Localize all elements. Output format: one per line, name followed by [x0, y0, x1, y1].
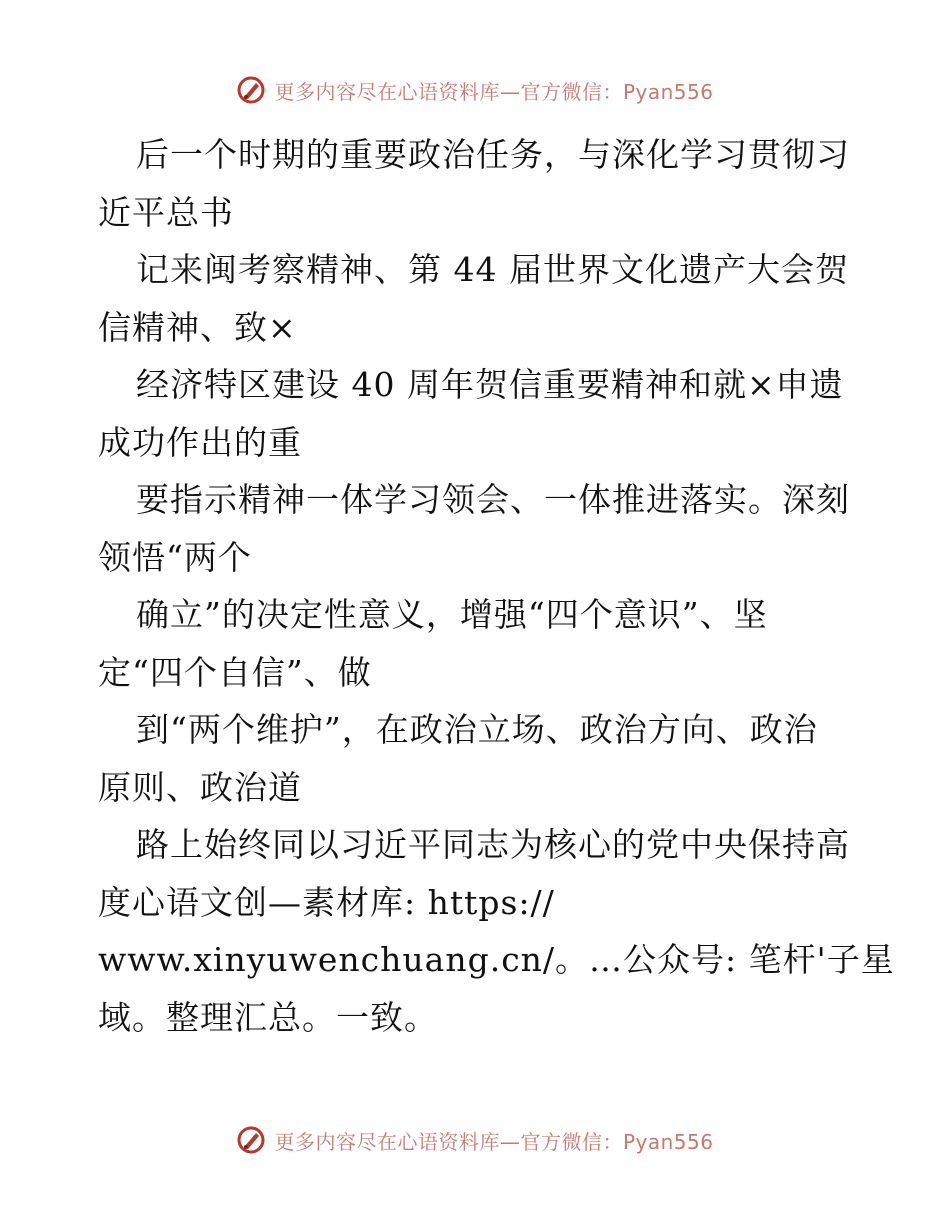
- document-body: [98, 126, 895, 1046]
- footer-text: 更多内容尽在心语资料库—官方微信：Pyan556: [274, 1129, 714, 1154]
- body-line: 原则、政治道: [98, 767, 302, 807]
- body-line: 信精神、致×: [98, 307, 297, 347]
- header-banner: [0, 70, 950, 110]
- ink-pen-logo-icon: [236, 75, 266, 105]
- body-line: 成功作出的重: [98, 422, 302, 462]
- body-line: 定“四个自信”、做: [98, 652, 372, 692]
- footer-banner: [0, 1120, 950, 1160]
- body-line: 后一个时期的重要政治任务，与深化学习贯彻习: [136, 135, 850, 174]
- body-line: 记来闽考察精神、第 44 届世界文化遗产大会贺: [136, 250, 849, 289]
- body-line: www.xinyuwenchuang.cn/。…公众号: 笔杆'子星: [98, 940, 895, 979]
- body-line: 路上始终同以习近平同志为核心的党中央保持高: [136, 825, 850, 864]
- body-line: 要指示精神一体学习领会、一体推进落实。深刻: [136, 480, 850, 519]
- body-line: 领悟“两个: [98, 537, 252, 577]
- body-line: 到“两个维护”，在政治立场、政治方向、政治: [136, 710, 818, 749]
- body-line: 确立”的决定性意义，增强“四个意识”、坚: [136, 595, 768, 634]
- ink-pen-logo-icon: [236, 1125, 266, 1155]
- header-text: 更多内容尽在心语资料库—官方微信：Pyan556: [274, 79, 714, 104]
- body-line: 近平总书: [98, 192, 234, 232]
- body-line: 经济特区建设 40 周年贺信重要精神和就×申遗: [136, 365, 844, 404]
- body-line: 度心语文创—素材库: https://: [98, 882, 555, 922]
- body-line: 域。整理汇总。一致。: [98, 997, 438, 1037]
